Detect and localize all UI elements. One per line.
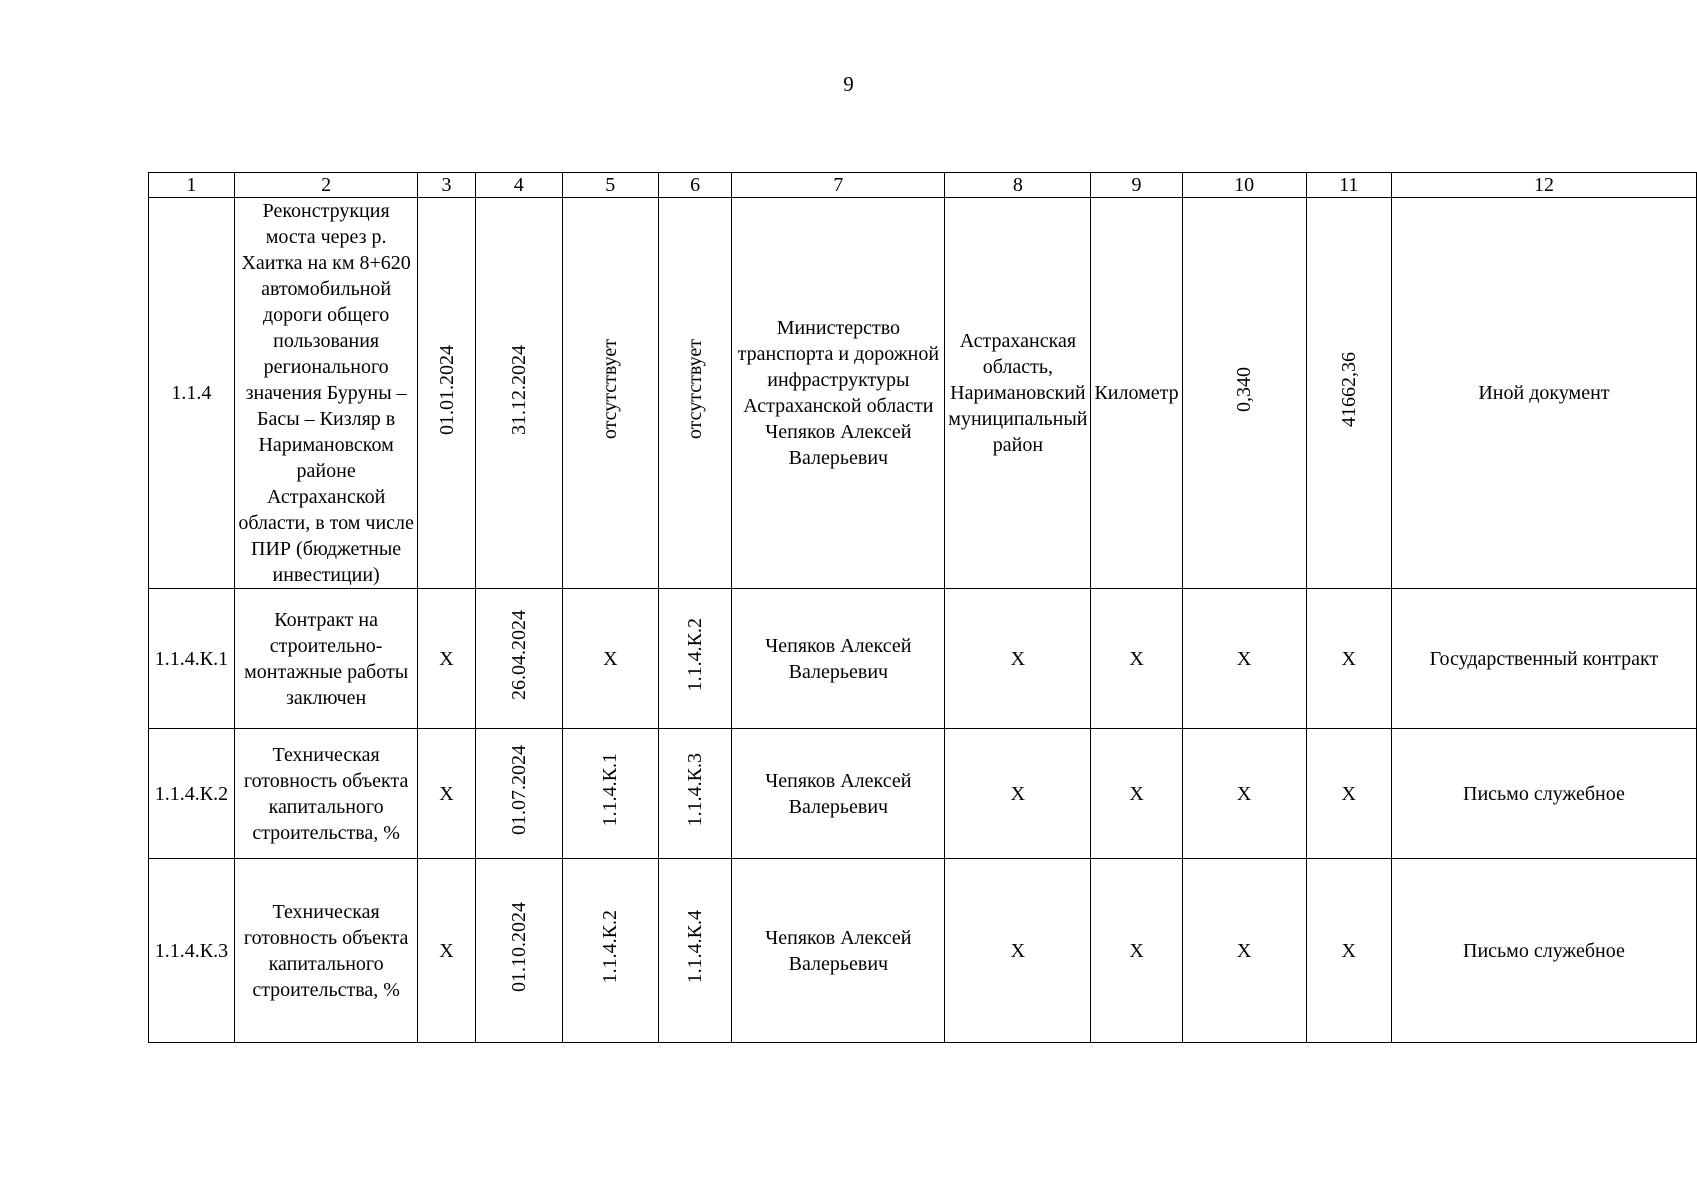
predecessor-cell — [562, 198, 658, 589]
predecessor: 1.1.4.К.2 — [599, 910, 622, 984]
document-table — [148, 172, 1697, 1043]
successor-cell — [658, 729, 732, 859]
document-type: Письмо служебное — [1391, 859, 1696, 1043]
end-date: 01.07.2024 — [507, 745, 530, 835]
predecessor: 1.1.4.К.1 — [599, 753, 622, 827]
header-cell: 10 — [1182, 173, 1306, 198]
header-cell: 1 — [149, 173, 235, 198]
document-type: Иной документ — [1391, 198, 1696, 589]
quantity: 0,340 — [1233, 367, 1256, 412]
successor-cell — [658, 589, 732, 729]
header-cell: 2 — [234, 173, 418, 198]
table-header-row — [149, 173, 1697, 198]
end-date-cell — [475, 198, 562, 589]
end-date-cell — [475, 729, 562, 859]
start-date-cell — [418, 198, 475, 589]
responsible: Чепяков Алексей Валерьевич — [732, 729, 945, 859]
header-cell: 7 — [732, 173, 945, 198]
header-cell: 6 — [658, 173, 732, 198]
predecessor: Х — [562, 589, 658, 729]
successor-cell — [658, 198, 732, 589]
header-cell: 8 — [945, 173, 1091, 198]
location: Астраханская область, Наримановский муниципальный район — [945, 198, 1091, 589]
amount: Х — [1306, 859, 1391, 1043]
predecessor: отсутствует — [599, 339, 622, 440]
predecessor-cell — [562, 859, 658, 1043]
successor: 1.1.4.К.4 — [684, 910, 707, 984]
header-cell: 3 — [418, 173, 475, 198]
successor: 1.1.4.К.2 — [684, 618, 707, 692]
quantity-cell — [1182, 198, 1306, 589]
row-description: Реконструкция моста через р. Хаитка на км 8+620 автомобильной дороги общего пользования регионального значения Буруны – Басы – Кизляр в Наримановском районе Астраханской области, в том числе ПИР (бюджетные инвестиции) — [234, 198, 418, 589]
document-type: Государственный контракт — [1391, 589, 1696, 729]
unit: Х — [1091, 729, 1182, 859]
predecessor-cell — [562, 729, 658, 859]
quantity: Х — [1182, 589, 1306, 729]
table-row — [149, 729, 1697, 859]
page-number: 9 — [843, 72, 854, 96]
header-cell: 5 — [562, 173, 658, 198]
quantity: Х — [1182, 729, 1306, 859]
header-cell: 9 — [1091, 173, 1182, 198]
unit: Х — [1091, 859, 1182, 1043]
amount: 41662,36 — [1337, 352, 1360, 427]
header-cell: 4 — [475, 173, 562, 198]
amount: Х — [1306, 589, 1391, 729]
table-row — [149, 198, 1697, 589]
start-date: 01.01.2024 — [435, 344, 458, 435]
location: Х — [945, 859, 1091, 1043]
header-cell: 11 — [1306, 173, 1391, 198]
unit: Километр — [1091, 198, 1182, 589]
successor: отсутствует — [684, 339, 707, 440]
header-cell: 12 — [1391, 173, 1696, 198]
amount-cell — [1306, 198, 1391, 589]
start-date: Х — [418, 729, 475, 859]
responsible: Чепяков Алексей Валерьевич — [732, 589, 945, 729]
location: Х — [945, 729, 1091, 859]
table-row — [149, 589, 1697, 729]
location: Х — [945, 589, 1091, 729]
end-date-cell — [475, 589, 562, 729]
start-date: Х — [418, 859, 475, 1043]
end-date-cell — [475, 859, 562, 1043]
table-row — [149, 859, 1697, 1043]
successor-cell — [658, 859, 732, 1043]
start-date: Х — [418, 589, 475, 729]
end-date: 01.10.2024 — [507, 902, 530, 992]
row-description: Техническая готовность объекта капитального строительства, % — [234, 859, 418, 1043]
quantity: Х — [1182, 859, 1306, 1043]
successor: 1.1.4.К.3 — [684, 753, 707, 827]
end-date: 31.12.2024 — [507, 344, 530, 435]
end-date: 26.04.2024 — [507, 610, 530, 700]
responsible: Чепяков Алексей Валерьевич — [732, 859, 945, 1043]
row-id: 1.1.4 — [149, 198, 235, 589]
unit: Х — [1091, 589, 1182, 729]
amount: Х — [1306, 729, 1391, 859]
document-type: Письмо служебное — [1391, 729, 1696, 859]
row-id: 1.1.4.К.3 — [149, 859, 235, 1043]
responsible: Министерство транспорта и дорожной инфраструктуры Астраханской области Чепяков Алексей Валерьевич — [732, 198, 945, 589]
row-description: Техническая готовность объекта капитального строительства, % — [234, 729, 418, 859]
row-description: Контракт на строительно-монтажные работы заключен — [234, 589, 418, 729]
row-id: 1.1.4.К.2 — [149, 729, 235, 859]
row-id: 1.1.4.К.1 — [149, 589, 235, 729]
